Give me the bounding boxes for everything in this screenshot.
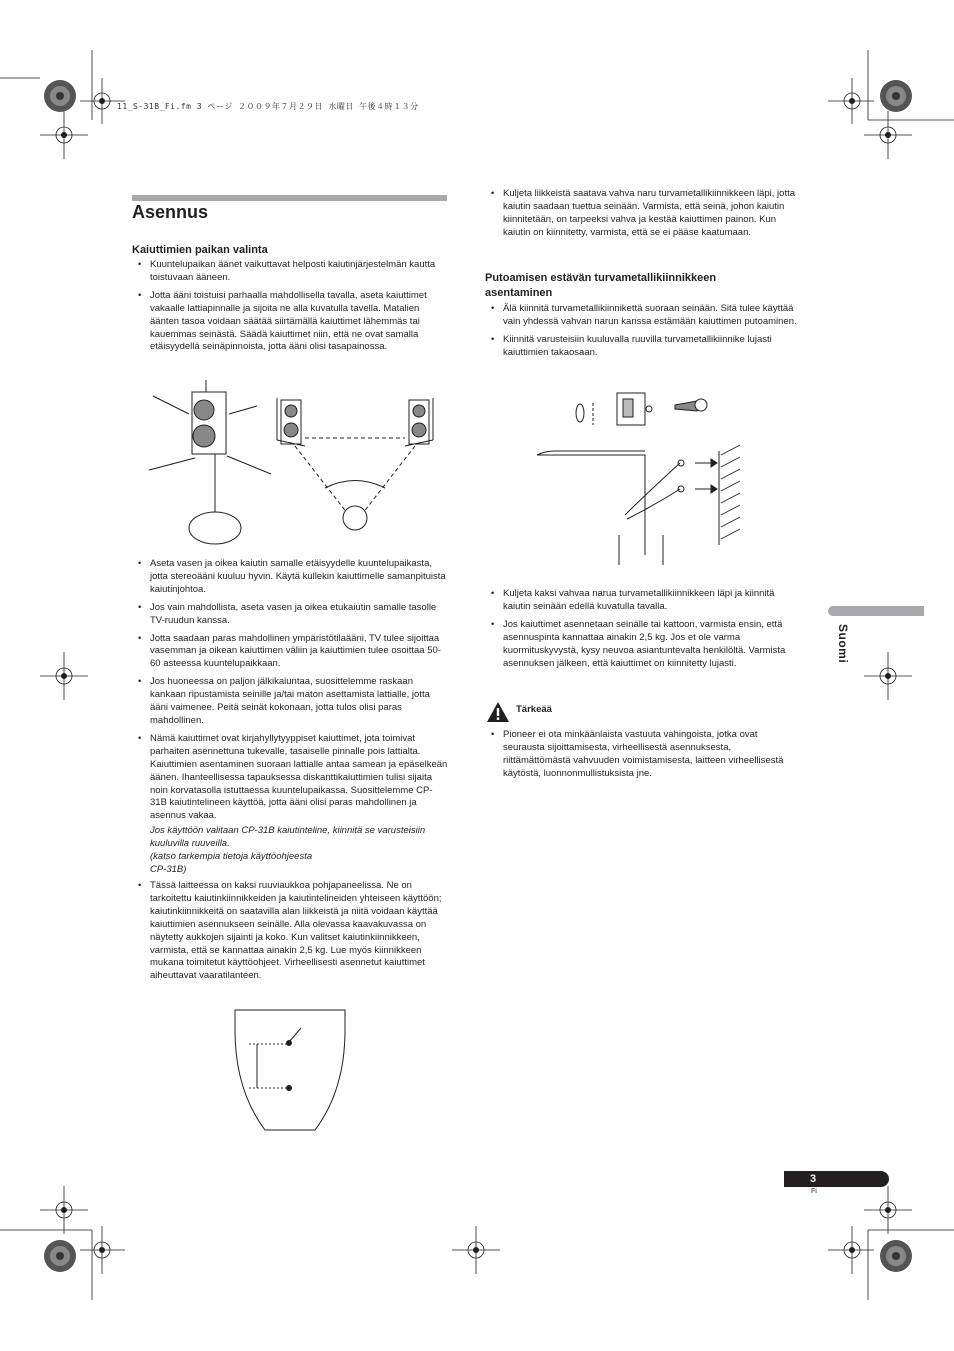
note-item — [132, 825, 448, 877]
right-bullets-d — [485, 729, 801, 786]
language-tab — [828, 606, 924, 616]
note-line: CP-31B) — [150, 863, 187, 875]
important-label: Tärkeää — [516, 704, 552, 715]
list-item: • Kuljeta liikkeistä saatava vahva naru turvametallikiinnikkeen läpi, jotta kaiutin saadaan tuettua seinään. Varmista, että seinä, johon kaiutin kiinnitetään, on tarpeeksi vahva ja kestää kaiuttimen painon. Kun kaiutin on kiinnitetty, varmista, että se ei pääse kaatumaan. — [485, 188, 801, 240]
list-item: • Jos vain mahdollista, aseta vasen ja oikea etukaiutin samalle tasolle TV-ruudun kanssa. — [132, 602, 448, 628]
list-item: • Kuuntelupaikan äänet vaikuttavat helposti kaiutinjärjestelmän kautta toistuvaan ääneen. — [132, 259, 448, 285]
list-item: • Jos kaiuttimet asennetaan seinälle tai kattoon, varmista ensin, että asennuspinta kannattaa ainakin 2,5 kg. Jos et ole varma kuormituskyvystä, kysy neuvoa asiantuntevalta henkilöltä. Varmista asennuksen jälkeen, että kaiuttimet on kiinnitetty lujasti. — [485, 619, 801, 671]
speaker-placement-illustration — [145, 378, 445, 548]
list-item: • Tässä laitteessa on kaksi ruuviaukkoa pohjapaneelissa. Ne on tarkoitettu kaiutinkiinnikkeiden ja kaiutintelineiden yhteiseen käyttöön; kaiutinkiinnikkeitä on saatavilla alan liikkeistä ja niitä voidaan käyttää kaiuttimien asennukseen seinälle. Alla olevassa kaavakuvassa on näytetty aukkojen sijainti ja koko. Kun valitset kaiutinkiinnikkeen, varmista, että se kannattaa ainakin 2,5 kg. Lue myös kiinnikkeen mukana toimitetut käyttöohjeet. Virheellisesti asennetut kaiuttimet aiheuttavat vaaratilanteen. — [132, 880, 448, 983]
list-item: • Pioneer ei ota minkäänlaista vastuuta vahingoista, jotka ovat seurausta sijoittamisesta, virheellisestä asennuksesta, riittämättömästä vahvuuden voimistamisesta, laitteen virheellisestä käytöstä, luonnonmullistuksista jne. — [485, 729, 801, 781]
right-bullets-a — [485, 188, 801, 245]
safety-bracket-illustration — [535, 385, 755, 575]
right-heading: Putoamisen estävän turvametallikiinnikkeen asentaminen — [485, 272, 717, 299]
list-item: • Jos huoneessa on paljon jälkikaiuntaa, suosittelemme raskaan kankaan ripustamista seinille ja/tai maton asettamista lattialle, jotta ääni vaimenee. Peitä seinät kokonaan, jotta tulos olisi paras mahdollinen. — [132, 676, 448, 728]
file-header: 11_S-31B_Fi.fm 3 ページ ２００９年７月２９日 水曜日 午後４時１３分 — [117, 102, 419, 111]
screw-hole-diagram — [235, 1010, 355, 1130]
left-bullets-a — [132, 259, 448, 359]
page-number-badge — [784, 1171, 889, 1187]
left-heading: Kaiuttimien paikan valinta — [132, 244, 268, 256]
list-item: • Kuljeta kaksi vahvaa narua turvametallikiinnikkeen läpi ja kiinnitä kaiutin seinään edellä kuvatulla tavalla. — [485, 588, 801, 614]
list-item: • Kiinnitä varusteisiin kuuluvalla ruuvilla turvametallikiinnike lujasti kaiuttimien takaosaan. — [485, 334, 801, 360]
page-number: 3 — [810, 1173, 817, 1185]
list-item: • Aseta vasen ja oikea kaiutin samalle etäisyydelle kuuntelupaikasta, jotta stereoääni kuuluu hyvin. Käytä kullekin kaiuttimelle samanpituista kaiutinjohtoa. — [132, 558, 448, 597]
left-bullets-b — [132, 558, 448, 882]
left-bullets-c — [132, 880, 448, 988]
page-language-code: Fi — [811, 1188, 817, 1195]
language-tab-label: Suomi — [836, 624, 850, 664]
important-icon — [486, 701, 510, 723]
right-bullets-b — [485, 303, 801, 365]
section-title: Asennus — [132, 202, 209, 222]
list-item: • Jotta ääni toistuisi parhaalla mahdollisella tavalla, aseta kaiuttimet vakaalle lattiapinnalle ja sijoita ne alla kuvatulla tavella. Matalien äänten tasoa voidaan säätää siirtämällä kaiuttimet lähemmäs tai kauemmas seinästä. Säädä kaiuttimet niin, että ne ovat samalla etäisyydellä seinäpinnoista, jotta ääni olisi tasapainossa. — [132, 290, 448, 355]
section-rule — [132, 195, 447, 201]
list-item: • Nämä kaiuttimet ovat kirjahyllytyyppiset kaiuttimet, jota toimivat parhaiten asennettuna tukevalle, tasaiselle pinnalle pois lattialta. Kaiuttimien asentaminen suoraan lattialle antaa samean ja epäselkeän äänen. Ihanteellisessa tapauksessa diskanttikaiuttimien tulisi sijaita noin korvatasolla istuttaessa kuuntelupaikassa. Suosittelemme CP-31B kaiutintelineen käyttöä, jotta ääni olisi paras mahdollinen ja asennus vakaa. — [132, 733, 448, 823]
list-item: • Älä kiinnitä turvametallikiinnikettä suoraan seinään. Sitä tulee käyttää vain yhdessä vahvan narun kanssa estämään kaiuttimen putoaminen. — [485, 303, 801, 329]
note-line: (katso tarkempia tietoja käyttöohjeesta — [150, 851, 313, 863]
note-line: Jos käyttöön valitaan CP-31B kaiutinteline, kiinnitä se varusteisiin kuuluvilla ruuveilla. — [150, 825, 426, 850]
right-bullets-c — [485, 588, 801, 675]
list-item: • Jotta saadaan paras mahdollinen ympäristötilaääni, TV tulee sijoittaa vasemman ja oikean kaiuttimen väliin ja kaiuttimien tulee osoittaa 50-60 asteessa kuuntelupaikkaan. — [132, 633, 448, 672]
